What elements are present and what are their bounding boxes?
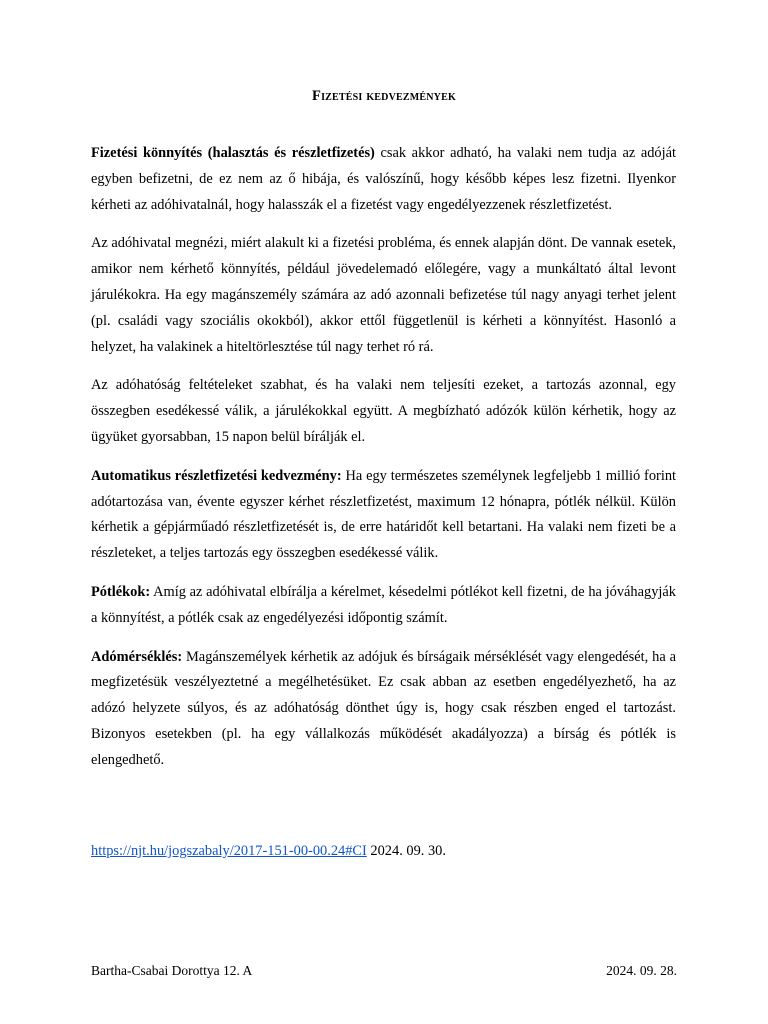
paragraph-text: Ha egy természetes személynek legfeljebb 1 millió forint adótartozása van, évente egyszer kérhet részletfizetést, maximum 12 hónapra, pótlék nélkül. Külön kérhetik a gépjárműadó részletfizetését is, de erre határidőt kell betartani. Ha valaki nem fizeti be a részleteket, a teljes tartozás egy összegben esedékessé válik.	[91, 467, 677, 562]
paragraph-lead: Adómérséklés:	[91, 648, 183, 665]
footer-date: 2024. 09. 28.	[606, 963, 677, 978]
paragraph-lead: Pótlékok:	[91, 583, 151, 600]
paragraph-payment-relief	[91, 141, 676, 218]
paragraph-tax-office-review	[91, 231, 676, 360]
paragraph-lead: Automatikus részletfizetési kedvezmény:	[91, 467, 342, 484]
paragraph-text: Amíg az adóhivatal elbírálja a kérelmet, késedelmi pótlékot kell fizetni, de ha jóváhagyják a könnyítést, a pótlék csak az engedélyezési időpontig számít.	[91, 583, 676, 626]
source-reference	[91, 841, 446, 861]
paragraph-text: csak akkor adható, ha valaki nem tudja az adóját egyben befizetni, de ez nem az ő hibája, és valószínű, hogy később képes lesz fizetni. Ilyenkor kérheti az adóhivatalnál, hogy halasszák el a fizetést vagy engedélyezzenek részletfizetést.	[91, 145, 677, 213]
page-title: Fizetési kedvezmények	[312, 88, 456, 104]
paragraph-conditions	[91, 373, 676, 450]
footer-author: Bartha-Csabai Dorottya 12. A	[91, 963, 253, 978]
paragraph-text: Az adóhatóság feltételeket szabhat, és ha valaki nem teljesíti ezeket, a tartozás azonnal, egy összegben esedékessé válik, a járulékokkal együtt. A megbízható adózók külön kérhetik, hogy az ügyüket gyorsabban, 15 napon belül bírálják el.	[91, 377, 676, 445]
paragraph-tax-reduction	[91, 645, 676, 774]
paragraph-lead: Fizetési könnyítés (halasztás és részletfizetés)	[91, 145, 375, 161]
source-link[interactable]: https://njt.hu/jogszabaly/2017-151-00-00.24#CI	[91, 843, 367, 859]
source-date: 2024. 09. 30.	[366, 843, 446, 859]
paragraph-text: Az adóhivatal megnézi, miért alakult ki a fizetési probléma, és ennek alapján dönt. De vannak esetek, amikor nem kérhető könnyítés, például jövedelemadó előlegére, vagy a munkáltató által levont járulékokra. Ha egy magánszemély számára az adó azonnali befizetése túl nagy anyagi terhet jelent (pl. családi vagy szociális okokból), akkor ettől függetlenül is kérheti a könnyítést. Hasonló a helyzet, ha valakinek a hiteltörlesztése túl nagy terhet ró rá.	[91, 235, 676, 355]
document-body	[91, 141, 676, 787]
paragraph-surcharges	[91, 580, 676, 632]
paragraph-text: Magánszemélyek kérhetik az adójuk és bírságaik mérséklését vagy elengedését, ha a megfizetésük veszélyeztetné a megélhetésüket. Ez csak abban az esetben engedélyezhető, ha az adózó helyzete súlyos, és az adóhatóság dönthet úgy is, hogy csak részben enged el tartozást. Bizonyos esetekben (pl. ha egy vállalkozás működését akadályozza) a bírság és pótlék is elengedhető.	[91, 648, 676, 768]
paragraph-automatic-installment	[91, 464, 676, 567]
